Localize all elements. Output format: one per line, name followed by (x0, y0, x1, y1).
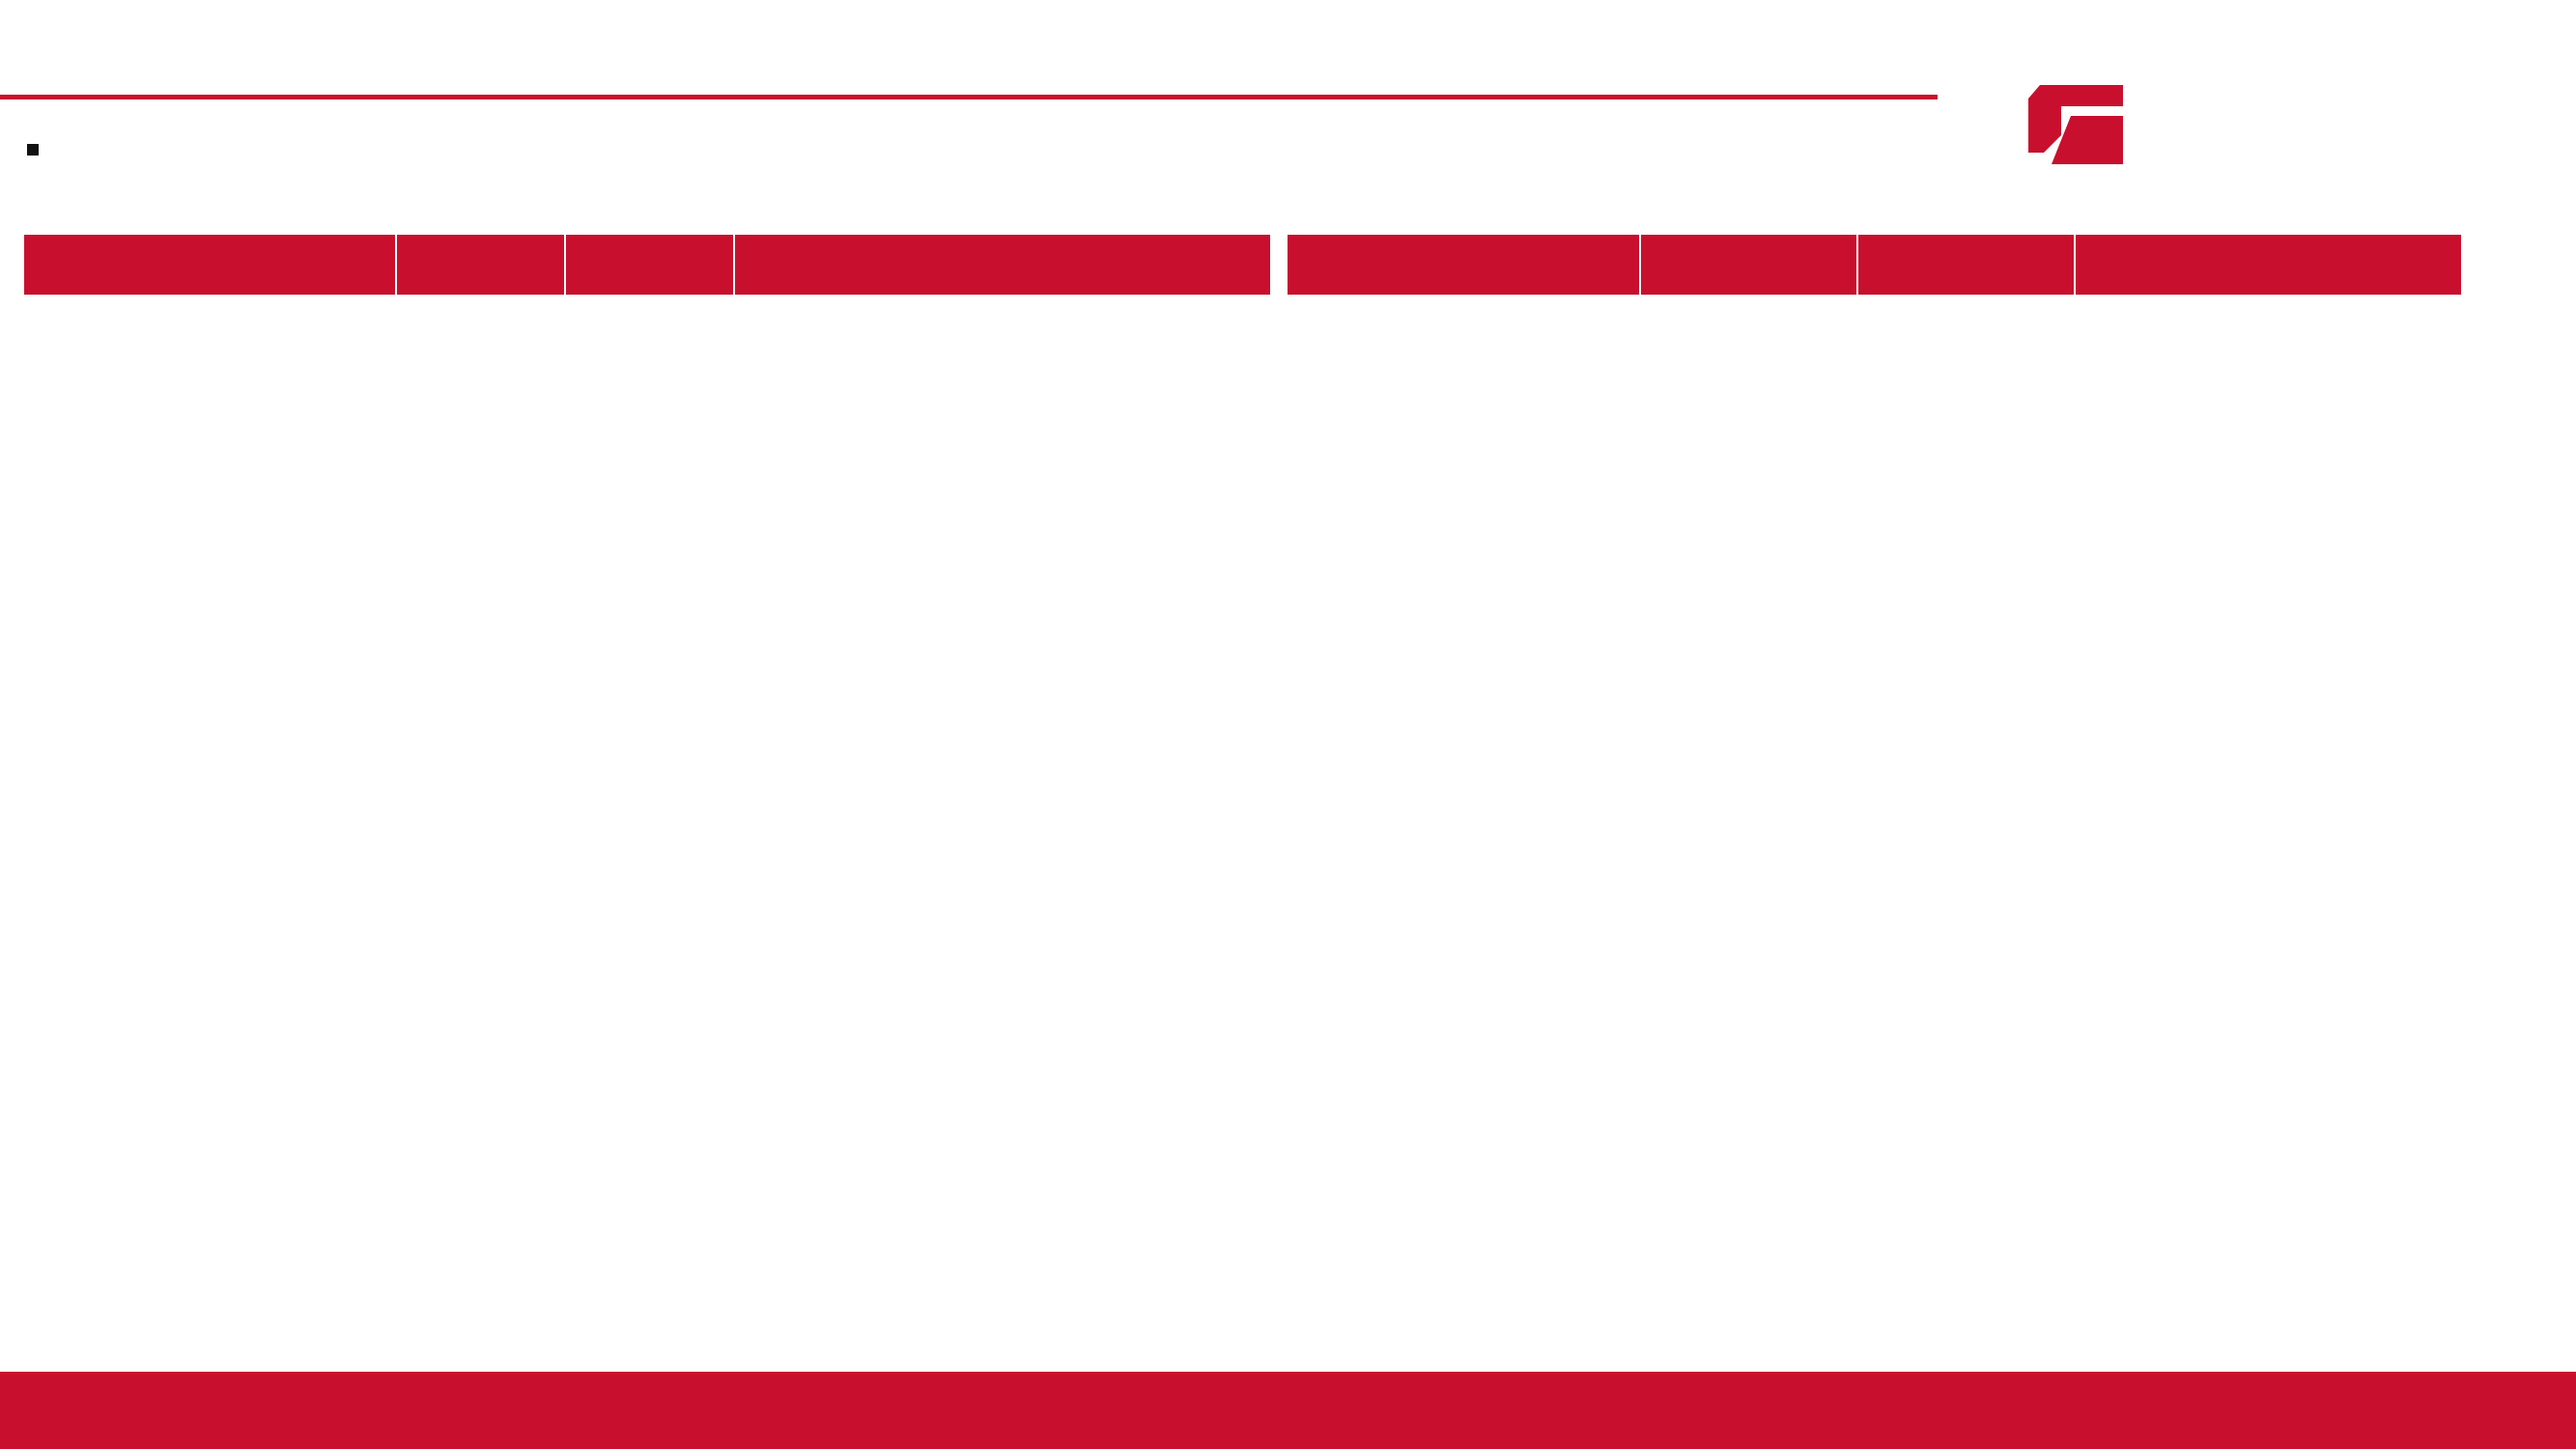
table-header-row (1288, 235, 2461, 295)
header-franchise (1640, 235, 1857, 295)
table-header-row (24, 235, 1270, 295)
left-comparison-table (24, 235, 1270, 295)
footer-bar (0, 1372, 2576, 1449)
header-label-cell (1288, 235, 1640, 295)
bullet-square-icon (27, 144, 39, 156)
header-label-cell (24, 235, 396, 295)
header-assumption (2075, 235, 2461, 295)
header-independent (1857, 235, 2075, 295)
founder-securities-logo (2019, 68, 2463, 184)
title-underline (0, 95, 1938, 99)
header-assumption (734, 235, 1270, 295)
header-independent (565, 235, 734, 295)
header-franchise (396, 235, 565, 295)
right-comparison-table (1288, 235, 2461, 295)
founder-logo-icon (2019, 68, 2135, 174)
